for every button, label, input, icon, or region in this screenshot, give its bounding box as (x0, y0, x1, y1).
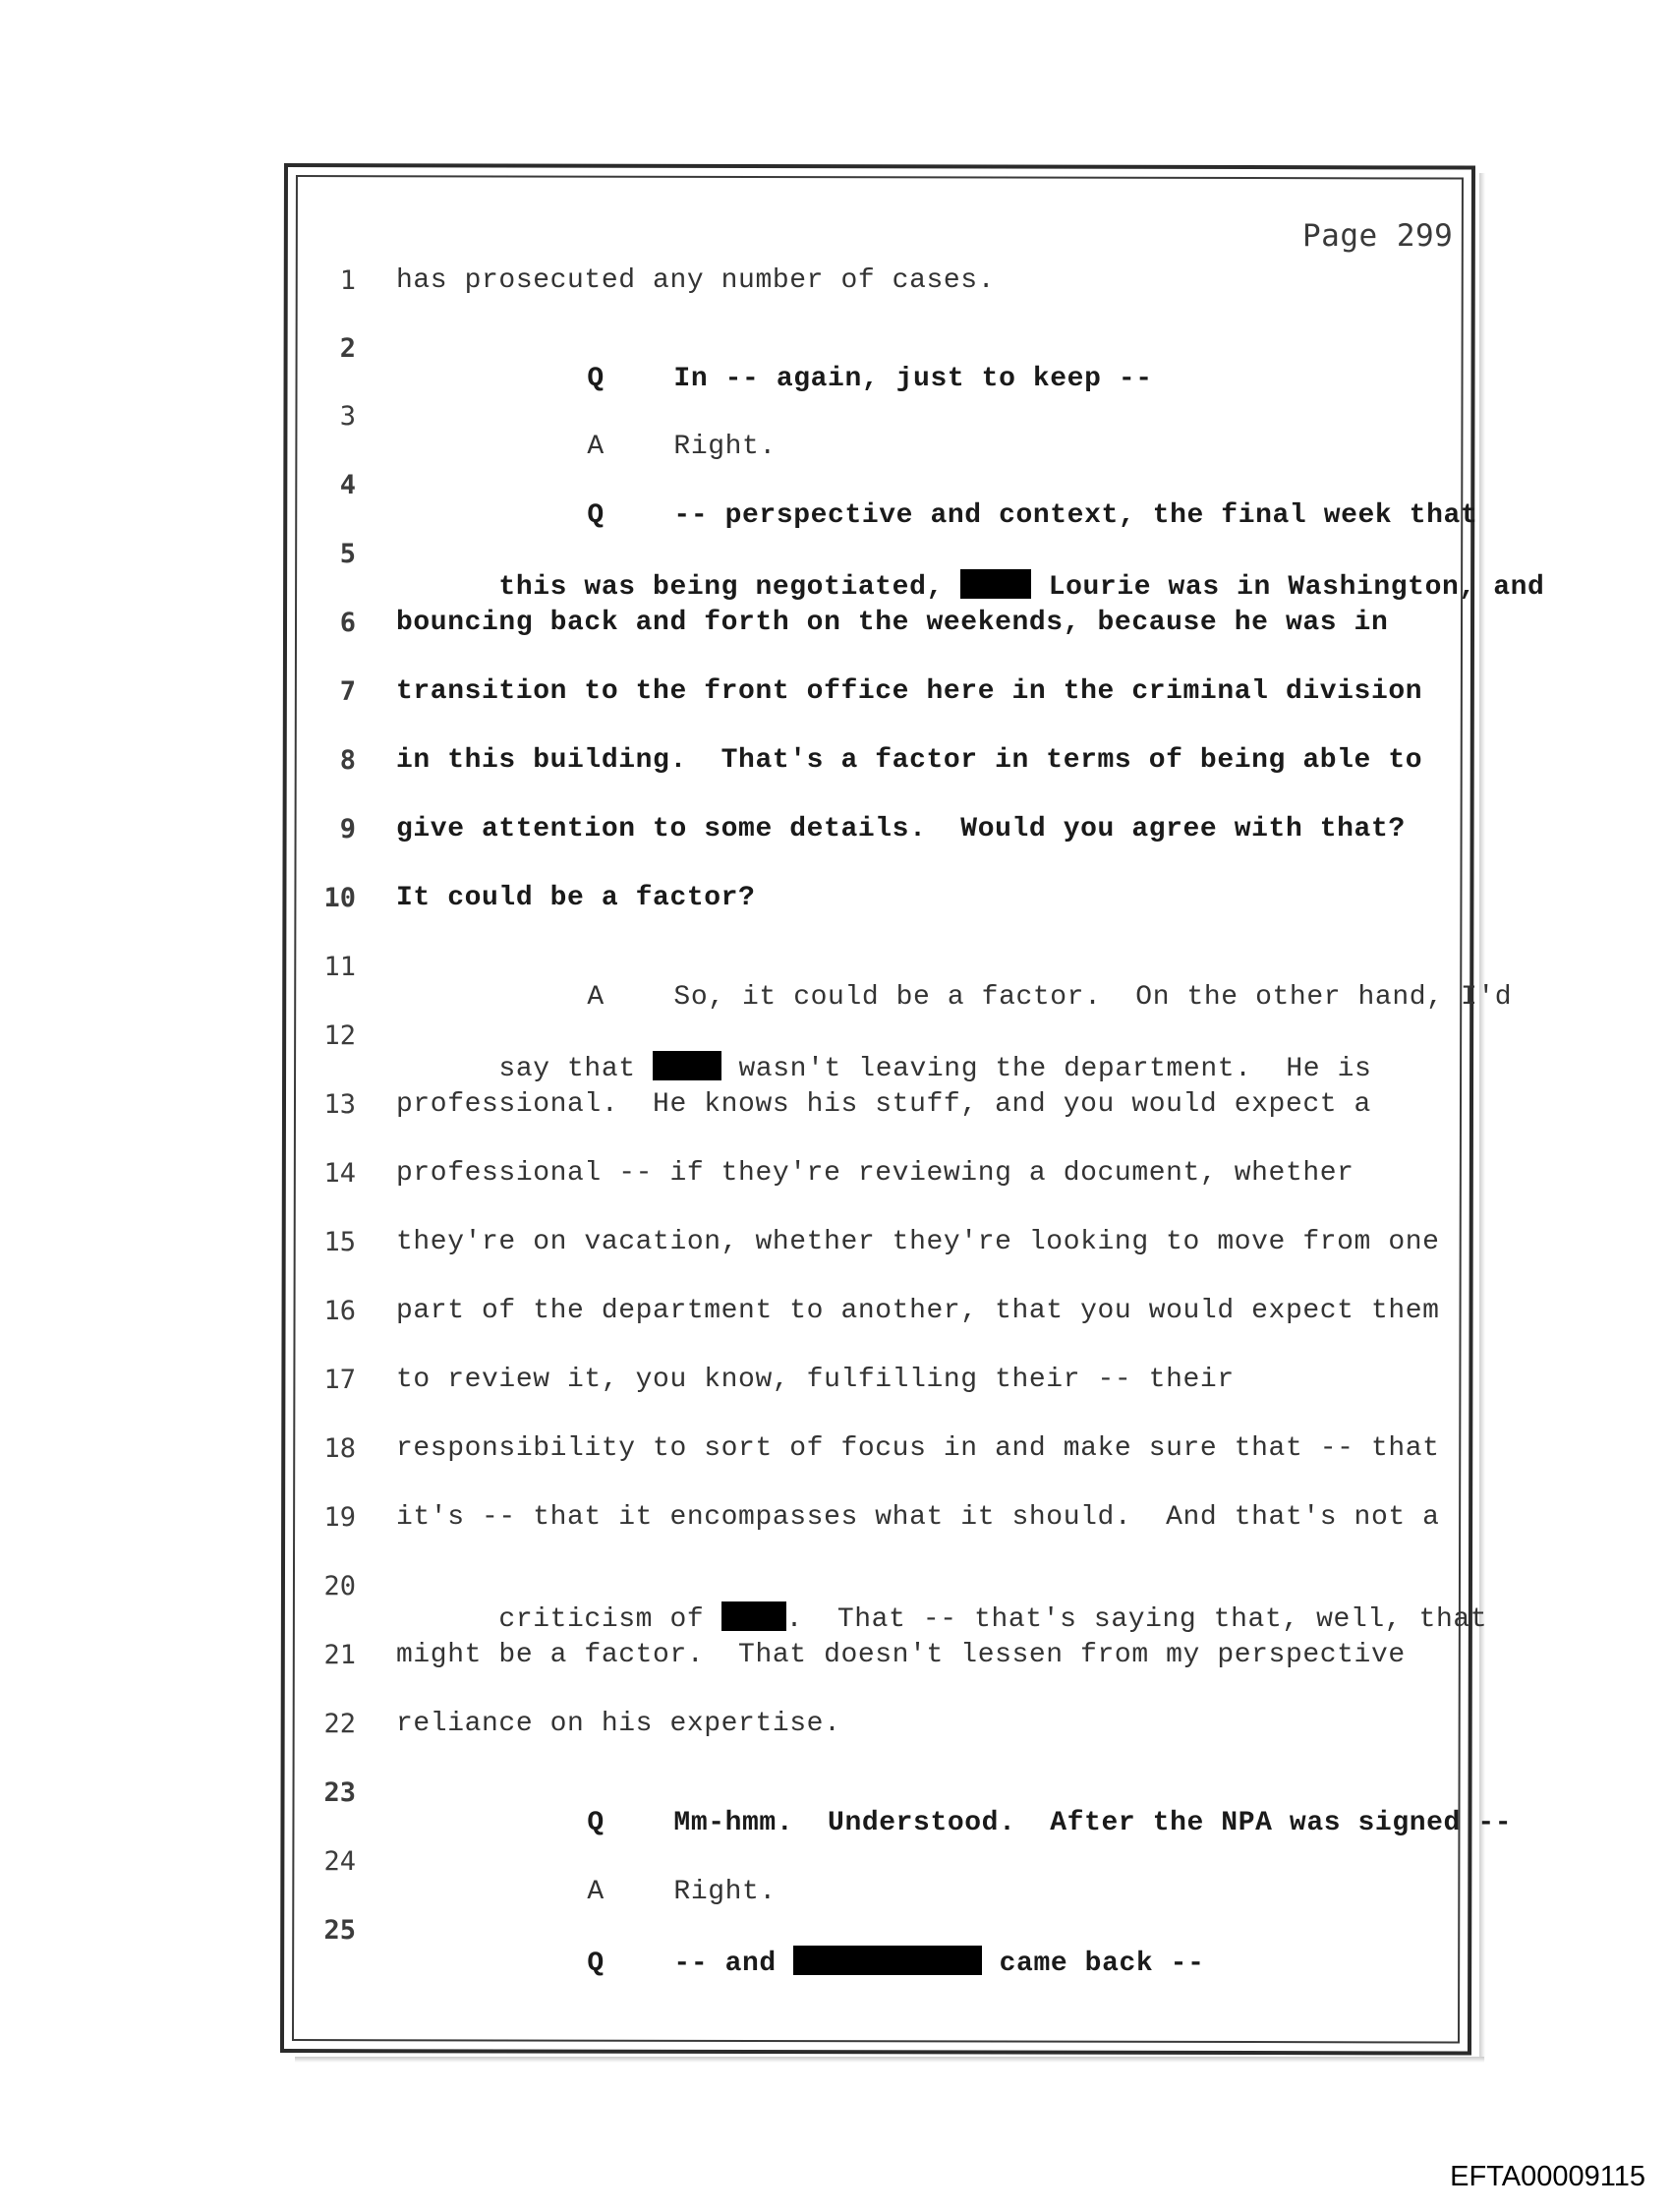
line-number: 18 (323, 1433, 356, 1464)
transcript-line (295, 883, 1474, 942)
redaction-block (960, 569, 1031, 599)
transcript-line (295, 401, 1474, 460)
transcript-line (295, 1777, 1513, 1838)
line-text: Right. (673, 432, 777, 462)
line-number: 8 (339, 745, 356, 776)
transcript-line (295, 265, 1474, 324)
speaker-label: Q (587, 1808, 605, 1838)
line-number: 7 (339, 676, 356, 707)
line-number: 3 (339, 401, 356, 432)
line-text: give attention to some details. Would you agree with that? (396, 814, 1406, 844)
speaker-label: A (587, 1877, 605, 1907)
speaker-label: Q (587, 500, 605, 531)
line-number: 9 (339, 814, 356, 844)
line-number: 14 (323, 1158, 356, 1189)
line-text: came back -- (999, 1949, 1205, 1979)
line-number: 16 (323, 1296, 356, 1326)
line-number: 21 (323, 1640, 356, 1670)
redaction-block (793, 1946, 982, 1975)
line-number: 24 (323, 1846, 356, 1877)
speaker-label: A (587, 982, 605, 1013)
line-text: responsibility to sort of focus in and make sure that -- that (396, 1433, 1440, 1464)
transcript-line (295, 1365, 1474, 1424)
transcript-line (295, 470, 1478, 531)
line-number: 2 (339, 333, 356, 364)
line-text: In -- again, just to keep -- (673, 364, 1153, 394)
transcript-line (295, 1502, 1474, 1561)
line-text: wasn't leaving the department. He is (738, 1054, 1372, 1084)
line-text: this was being negotiated, (498, 572, 944, 603)
page-number: Page 299 (1302, 218, 1454, 254)
line-text: to review it, you know, fulfilling their -- their (396, 1365, 1235, 1395)
line-text: it's -- that it encompasses what it should. And that's not a (396, 1502, 1440, 1533)
line-number: 10 (323, 883, 356, 913)
line-text: reliance on his expertise. (396, 1709, 841, 1739)
transcript-line (295, 1433, 1474, 1492)
line-number: 1 (339, 265, 356, 296)
line-number: 6 (339, 608, 356, 638)
frame-shadow-bottom (295, 2057, 1484, 2063)
line-text: say that (498, 1054, 636, 1084)
line-text: Lourie was in Washington, and (1048, 572, 1545, 603)
speaker-label: Q (587, 1949, 605, 1979)
transcript-line (295, 814, 1474, 873)
line-text: It could be a factor? (396, 883, 756, 913)
redaction-block (721, 1601, 786, 1631)
transcript-line (295, 952, 1513, 1013)
transcript-line (295, 608, 1474, 667)
line-text: part of the department to another, that you would expect them (396, 1296, 1440, 1326)
line-text: -- perspective and context, the final week that (673, 500, 1478, 531)
line-text: -- and (673, 1949, 777, 1979)
line-number: 15 (323, 1227, 356, 1257)
transcript-line (295, 1571, 1488, 1635)
line-text: professional -- if they're reviewing a document, whether (396, 1158, 1354, 1189)
line-text: Mm-hmm. Understood. After the NPA was signed -- (673, 1808, 1513, 1838)
line-number: 5 (339, 539, 356, 569)
transcript-line (295, 333, 1474, 392)
transcript-line (295, 1640, 1474, 1699)
line-text: might be a factor. That doesn't lessen from my perspective (396, 1640, 1406, 1670)
line-text: So, it could be a factor. On the other hand, I'd (673, 982, 1513, 1013)
line-number: 20 (323, 1571, 356, 1601)
line-text: transition to the front office here in the criminal division (396, 676, 1423, 707)
line-number: 12 (323, 1020, 356, 1051)
transcript-line (295, 1020, 1474, 1084)
transcript-line (295, 1709, 1474, 1768)
line-text: professional. He knows his stuff, and you would expect a (396, 1089, 1371, 1120)
document-id: EFTA00009115 (1450, 2161, 1645, 2192)
line-number: 22 (323, 1709, 356, 1739)
speaker-label: A (587, 432, 605, 462)
line-number: 4 (339, 470, 356, 500)
line-number: 17 (323, 1365, 356, 1395)
transcript-line (295, 676, 1474, 735)
line-number: 13 (323, 1089, 356, 1120)
line-text: has prosecuted any number of cases. (396, 265, 996, 296)
transcript-line (295, 1089, 1474, 1148)
redaction-block (653, 1051, 721, 1080)
line-text: in this building. That's a factor in terms of being able to (396, 745, 1423, 776)
transcript-line (295, 1158, 1474, 1217)
line-text: bouncing back and forth on the weekends, because he was in (396, 608, 1389, 638)
line-text: criticism of (498, 1604, 705, 1635)
transcript-line (295, 745, 1474, 804)
line-number: 25 (323, 1915, 356, 1946)
transcript-line (295, 1846, 1474, 1905)
transcript-line (295, 1915, 1474, 1979)
line-text: Right. (673, 1877, 777, 1907)
transcript-line (295, 1296, 1474, 1355)
line-text: . That -- that's saying that, well, that (785, 1604, 1488, 1635)
line-number: 23 (323, 1777, 356, 1808)
line-number: 19 (323, 1502, 356, 1533)
line-text: they're on vacation, whether they're looking to move from one (396, 1227, 1440, 1257)
speaker-label: Q (587, 364, 605, 394)
transcript-line (295, 539, 1545, 603)
line-number: 11 (323, 952, 356, 982)
transcript-line (295, 1227, 1474, 1286)
